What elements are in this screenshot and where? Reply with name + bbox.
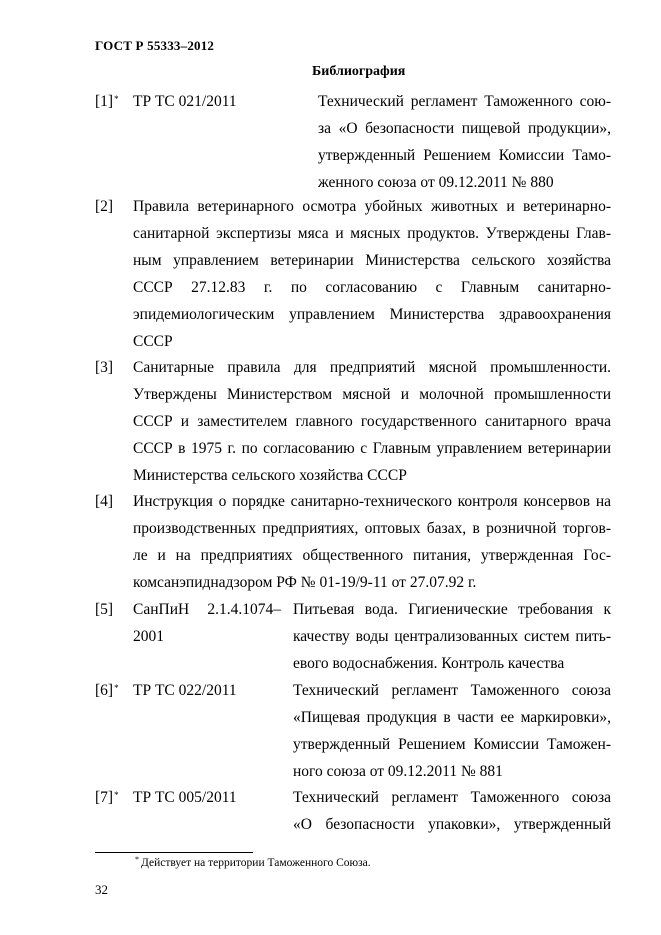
page-header: ГОСТ Р 55333–2012 <box>95 38 215 53</box>
entry-description: Санитарные правила для предприятий мясной промышленности. Утверждены Министерством мясной и молочной промышленности СССР и заместителем главного государственного санитарного врача СССР в 1975 г. по согласованию с Главным управлением ветеринарии Министерства сельского хозяйства СССР <box>133 359 611 484</box>
entry-code: ТР ТС 022/2011 <box>133 682 237 699</box>
entry-description: Технический регламент Таможенного союза «О безопасности упаковки», утвержденный <box>293 789 611 833</box>
entry-description: Технический регламент Таможенного союза «Пищевая продукция в части ее маркировки», утвержденный Решением Комиссии Таможен- ного союза от 09.12.2011 № 881 <box>293 682 611 780</box>
entry-description: Технический регламент Таможенного сою- за «О безопасности пищевой продукции», утвержденный Решением Комиссии Тамо- женного союза от 09.12.2011 № 880 <box>318 93 611 191</box>
entry-number: [4] <box>95 493 114 510</box>
footnote-divider <box>95 852 253 853</box>
entry-code: ТР ТС 005/2011 <box>133 789 237 806</box>
entry-description: Правила ветеринарного осмотра убойных животных и ветеринарно- санитарной экспертизы мяса и мясных продуктов. Утверждены Глав- ным управлением ветеринарии Министерства сельского хозяйства СССР 27.12.83 г. по согласованию с Главным санитарно- эпидемиологическим управлением Министерства здравоохранения СССР <box>133 198 611 350</box>
entry-number: [5] <box>95 601 114 618</box>
page-number: 32 <box>95 882 108 897</box>
entry-description: Инструкция о порядке санитарно-технического контроля консервов на производственных предприятиях, оптовых базах, в розничной торгов- ле и на предприятиях общественного питания, утвержденная Гос- комсанэпиднадзором РФ № 01-19/9-11 от 27.07.92 г. <box>133 493 611 591</box>
entry-number: [2] <box>95 198 114 215</box>
entry-number: [6]* <box>95 682 119 699</box>
entry-number: [3] <box>95 359 114 376</box>
entry-code: ТР ТС 021/2011 <box>133 93 237 110</box>
entry-number: [7]* <box>95 789 119 806</box>
section-title: Библиография <box>312 64 406 79</box>
footnote: * Действует на территории Таможенного Союза. <box>135 855 371 869</box>
entry-number: [1]* <box>95 93 119 110</box>
entry-description: Питьевая вода. Гигиенические требования к качеству воды централизованных систем пить- евого водоснабжения. Контроль качества <box>293 601 611 672</box>
entry-code: СанПиН 2.1.4.1074– 2001 <box>133 601 281 645</box>
